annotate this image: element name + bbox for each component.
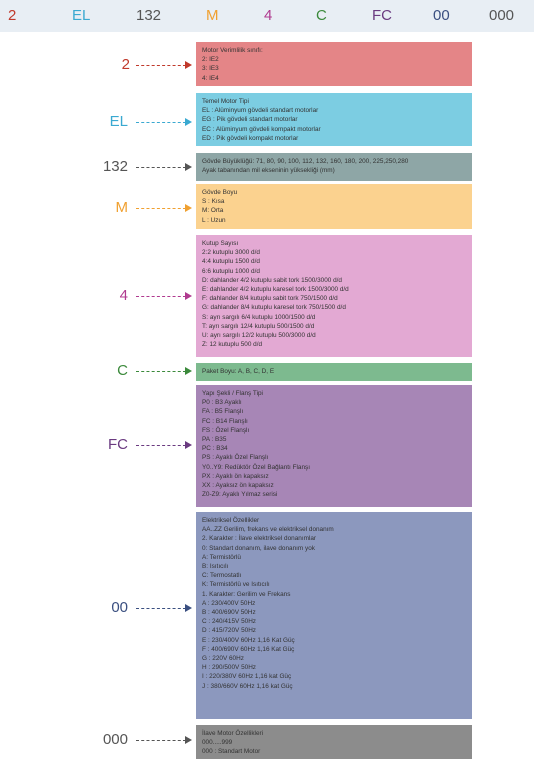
section-line: G: dahlander 8/4 kutuplu karesel tork 750/1500 d/d (202, 304, 346, 312)
section-line: 000 : Standart Motor (202, 748, 261, 756)
section-line: 3: IE3 (202, 65, 219, 73)
dashed-arrow-icon (136, 445, 186, 446)
section-code: 132 (102, 158, 128, 175)
section-line: FA : B5 Flanşlı (202, 408, 244, 416)
section-line: PC : B34 (202, 445, 228, 453)
dashed-arrow-icon (136, 296, 186, 297)
section-line: 2: IE2 (202, 56, 219, 64)
section-line: PA : B35 (202, 436, 227, 444)
section-title: Temel Motor Tipi (202, 98, 249, 105)
section-code: FC (108, 436, 128, 453)
section-code: M (115, 199, 128, 216)
section-box (196, 153, 472, 181)
section-line: 4: IE4 (202, 74, 219, 82)
section-line: 6:6 kutuplu 1000 d/d (202, 267, 260, 275)
section-line: D: dahlander 4/2 kutuplu sabit tork 1500/3000 d/d (202, 276, 342, 284)
section-title: Elektriksel Özellikler (202, 517, 260, 524)
top-code-5: 4 (264, 7, 273, 24)
section-line: F : 400/690V 60Hz 1,16 Kat Güç (202, 645, 295, 653)
section-line: Ayak tabanından mil ekseninin yüksekliği (mm) (202, 167, 335, 175)
section-line: P0 : B3 Ayaklı (202, 399, 242, 407)
section-title: Paket Boyu: A, B, C, D, E (202, 368, 275, 375)
section-line: E: dahlander 4/2 kutuplu karesel tork 1500/3000 d/d (202, 286, 349, 294)
section-box (196, 363, 472, 381)
section-line: J : 380/660V 60Hz 1,16 kat Güç (202, 682, 293, 690)
section-line: T: ayrı sargılı 12/4 kutuplu 500/1500 d/d (202, 322, 315, 330)
section-line: Y0..Y9: Redüktör Özel Bağlantı Flanşı (202, 463, 310, 471)
section-line: FC : B14 Flanşlı (202, 417, 248, 425)
section-code: C (117, 362, 128, 379)
dashed-arrow-icon (136, 208, 186, 209)
section-line: 1. Karakter: Gerilim ve Frekans (202, 590, 291, 598)
section-line: 0: Standart donanım, ilave donanım yok (202, 544, 315, 552)
section-line: M: Orta (202, 207, 224, 215)
section-line: K: Termistörlü ve Isıtıcılı (202, 581, 270, 589)
section-code: 4 (119, 287, 128, 304)
section-code: 2 (121, 56, 130, 73)
section-title: Yapı Şekli / Flanş Tipi (202, 390, 263, 397)
section-title: Motor Verimlilik sınıfı: (202, 47, 263, 54)
section-box (196, 385, 472, 507)
section-title: Gövde Büyüklüğü: 71, 80, 90, 100, 112, 132, 160, 180, 200, 225,250,280 (202, 158, 409, 165)
section-line: B: Isıtıcılı (202, 563, 229, 571)
dashed-arrow-icon (136, 122, 186, 123)
dashed-arrow-icon (136, 740, 186, 741)
section-title: Kutup Sayısı (202, 240, 239, 247)
top-code-1: 2 (8, 7, 17, 24)
section-line: 2:2 kutuplu 3000 d/d (202, 249, 260, 257)
top-code-2: EL (72, 7, 91, 24)
section-line: F: dahlander 8/4 kutuplu sabit tork 750/1500 d/d (202, 295, 338, 303)
section-line: S: ayrı sargılı 6/4 kutuplu 1000/1500 d/d (202, 313, 316, 321)
section-line: I : 220/380V 60Hz 1,16 kat Güç (202, 673, 292, 681)
section-box (196, 512, 472, 719)
section-line: E : 230/400V 60Hz 1,16 Kat Güç (202, 636, 295, 644)
section-line: PS : Ayaklı Özel Flanşlı (202, 454, 269, 462)
section-title: Gövde Boyu (202, 189, 238, 196)
code-header-bar (0, 0, 534, 32)
top-code-9: 000 (489, 7, 515, 24)
dashed-arrow-icon (136, 167, 186, 168)
section-line: Z: 12 kutuplu 500 d/d (202, 341, 263, 349)
section-line: C : 240/415V 50Hz (202, 618, 256, 626)
section-code: 00 (111, 599, 128, 616)
section-line: EC : Alüminyum gövdeli kompakt motorlar (202, 125, 321, 133)
section-line: Z0-Z9: Ayaklı Yılmaz serisi (202, 491, 278, 499)
section-line: U: ayrı sargılı 12/2 kutuplu 500/3000 d/d (202, 332, 316, 340)
section-line: 4:4 kutuplu 1500 d/d (202, 258, 260, 266)
section-box (196, 725, 472, 759)
section-box (196, 184, 472, 229)
top-code-8: 00 (433, 7, 450, 24)
dashed-arrow-icon (136, 65, 186, 66)
section-line: D : 415/720V 50Hz (202, 627, 256, 635)
section-line: AA..ZZ Gerilim, frekans ve elektriksel donanım (202, 526, 334, 534)
section-line: 000.....999 (202, 739, 233, 747)
section-line: A : 230/400V 50Hz (202, 599, 256, 607)
dashed-arrow-icon (136, 371, 186, 372)
section-title: İlave Motor Özellikleri (202, 730, 264, 737)
section-line: C: Termostatlı (202, 572, 242, 580)
section-line: H : 290/500V 50Hz (202, 664, 256, 672)
section-line: B : 400/690V 50Hz (202, 609, 256, 617)
section-box (196, 42, 472, 86)
section-line: EL : Alüminyum gövdeli standart motorlar (202, 107, 319, 115)
top-code-4: M (206, 7, 219, 24)
section-line: G : 220V 60Hz (202, 655, 244, 663)
dashed-arrow-icon (136, 608, 186, 609)
section-line: FS : Özel Flanşlı (202, 426, 250, 434)
section-line: L : Uzun (202, 216, 226, 224)
section-code: EL (109, 113, 128, 130)
top-code-7: FC (372, 7, 392, 24)
top-code-3: 132 (136, 7, 162, 24)
section-line: PX : Ayaklı ön kapaksız (202, 472, 269, 480)
section-line: XX : Ayaksız ön kapaksız (202, 482, 274, 490)
section-line: S : Kısa (202, 198, 225, 206)
section-line: ED : Pik gövdeli kompakt motorlar (202, 134, 299, 142)
section-line: EG : Pik gövdeli standart motorlar (202, 116, 298, 124)
top-code-6: C (316, 7, 327, 24)
section-code: 000 (102, 731, 128, 748)
section-box (196, 235, 472, 357)
section-box (196, 93, 472, 146)
section-line: 2. Karakter : İlave elektriksel donanımlar (202, 535, 317, 543)
section-line: A: Termistörlü (202, 553, 241, 561)
